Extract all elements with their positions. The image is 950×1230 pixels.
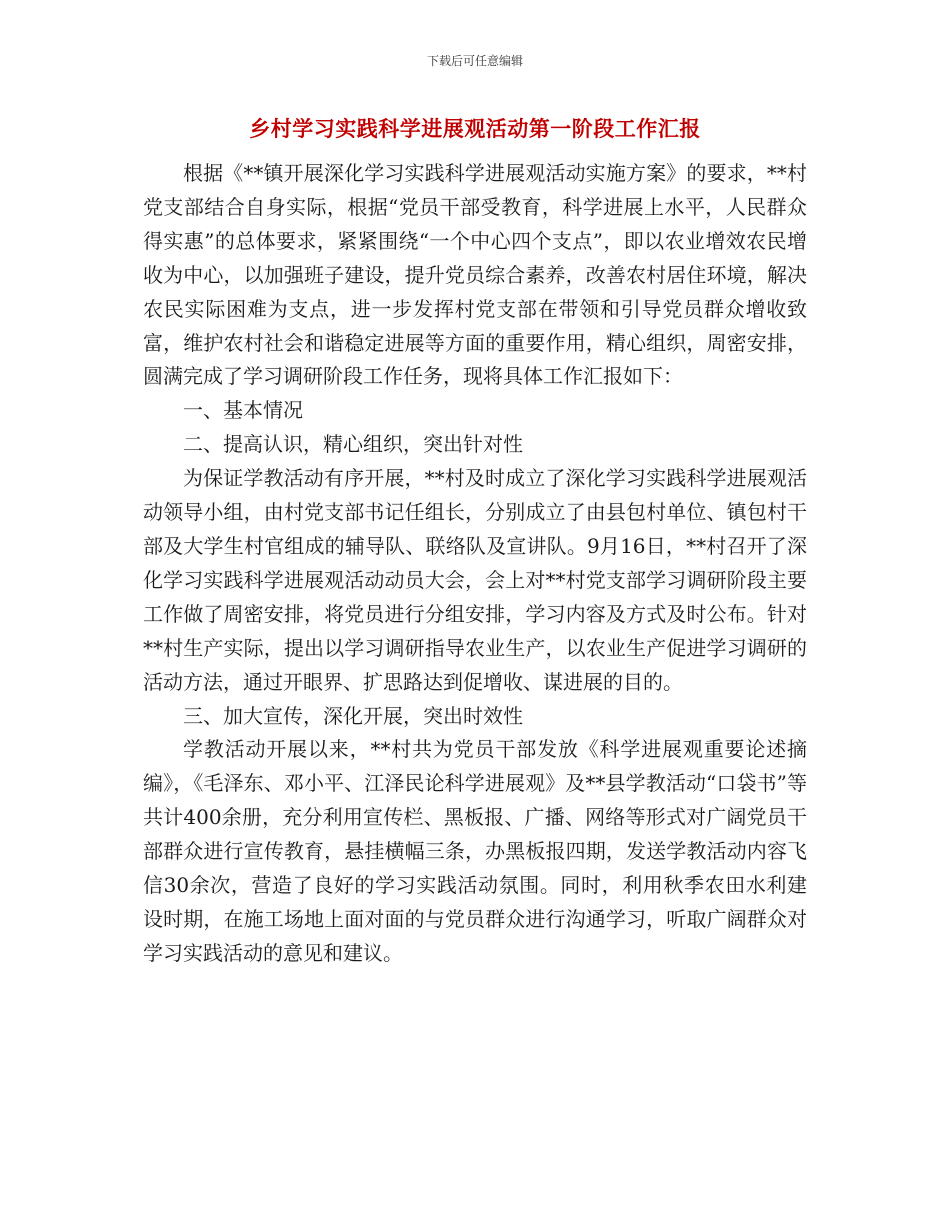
paragraph-intro: 根据《**镇开展深化学习实践科学进展观活动实施方案》的要求，**村党支部结合自身实际，根据“党员干部受教育，科学进展上水平，人民群众得实惠”的总体要求，紧紧围绕“一个中心四个支点”，即以农业增效农民增收为中心，以加强班子建设，提升党员综合素养，改善农村居住环境，解决农民实际困难为支点，进一步发挥村党支部在带领和引导党员群众增收致富，维护农村社会和谐稳定进展等方面的重要作用，精心组织，周密安排，圆满完成了学习调研阶段工作任务，现将具体工作汇报如下： (143, 161, 807, 389)
section-heading-organization: 二、提高认识，精心组织，突出针对性 (183, 432, 523, 457)
section-heading-publicity: 三、加大宣传，深化开展，突出时效性 (183, 703, 523, 728)
document-title: 乡村学习实践科学进展观活动第一阶段工作汇报 (249, 116, 701, 141)
header-note: 下载后可任意编辑 (426, 54, 523, 68)
paragraph-publicity: 学教活动开展以来，**村共为党员干部发放《科学进展观重要论述摘编》，《毛泽东、邓小平、江泽民论科学进展观》及**县学教活动“口袋书”等共计400余册，充分利用宣传栏、黑板报、广播、网络等形式对广阔党员干部群众进行宣传教育，悬挂横幅三条，办黑板报四期，发送学教活动内容飞信30余次，营造了良好的学习实践活动氛围。同时，利用秋季农田水利建设时期，在施工场地上面对面的与党员群众进行沟通学习，听取广阔群众对学习实践活动的意见和建议。 (143, 737, 807, 965)
section-heading-basic-situation: 一、基本情况 (183, 398, 303, 423)
document-body (143, 157, 807, 971)
paragraph-organization: 为保证学教活动有序开展，**村及时成立了深化学习实践科学进展观活动领导小组，由村党支部书记任组长，分别成立了由县包村单位、镇包村干部及大学生村官组成的辅导队、联络队及宣讲队。9月16日，**村召开了深化学习实践科学进展观活动动员大会，会上对**村党支部学习调研阶段主要工作做了周密安排，将党员进行分组安排，学习内容及方式及时公布。针对**村生产实际，提出以学习调研指导农业生产，以农业生产促进学习调研的活动方法，通过开眼界、扩思路达到促增收、谋进展的目的。 (143, 466, 807, 694)
